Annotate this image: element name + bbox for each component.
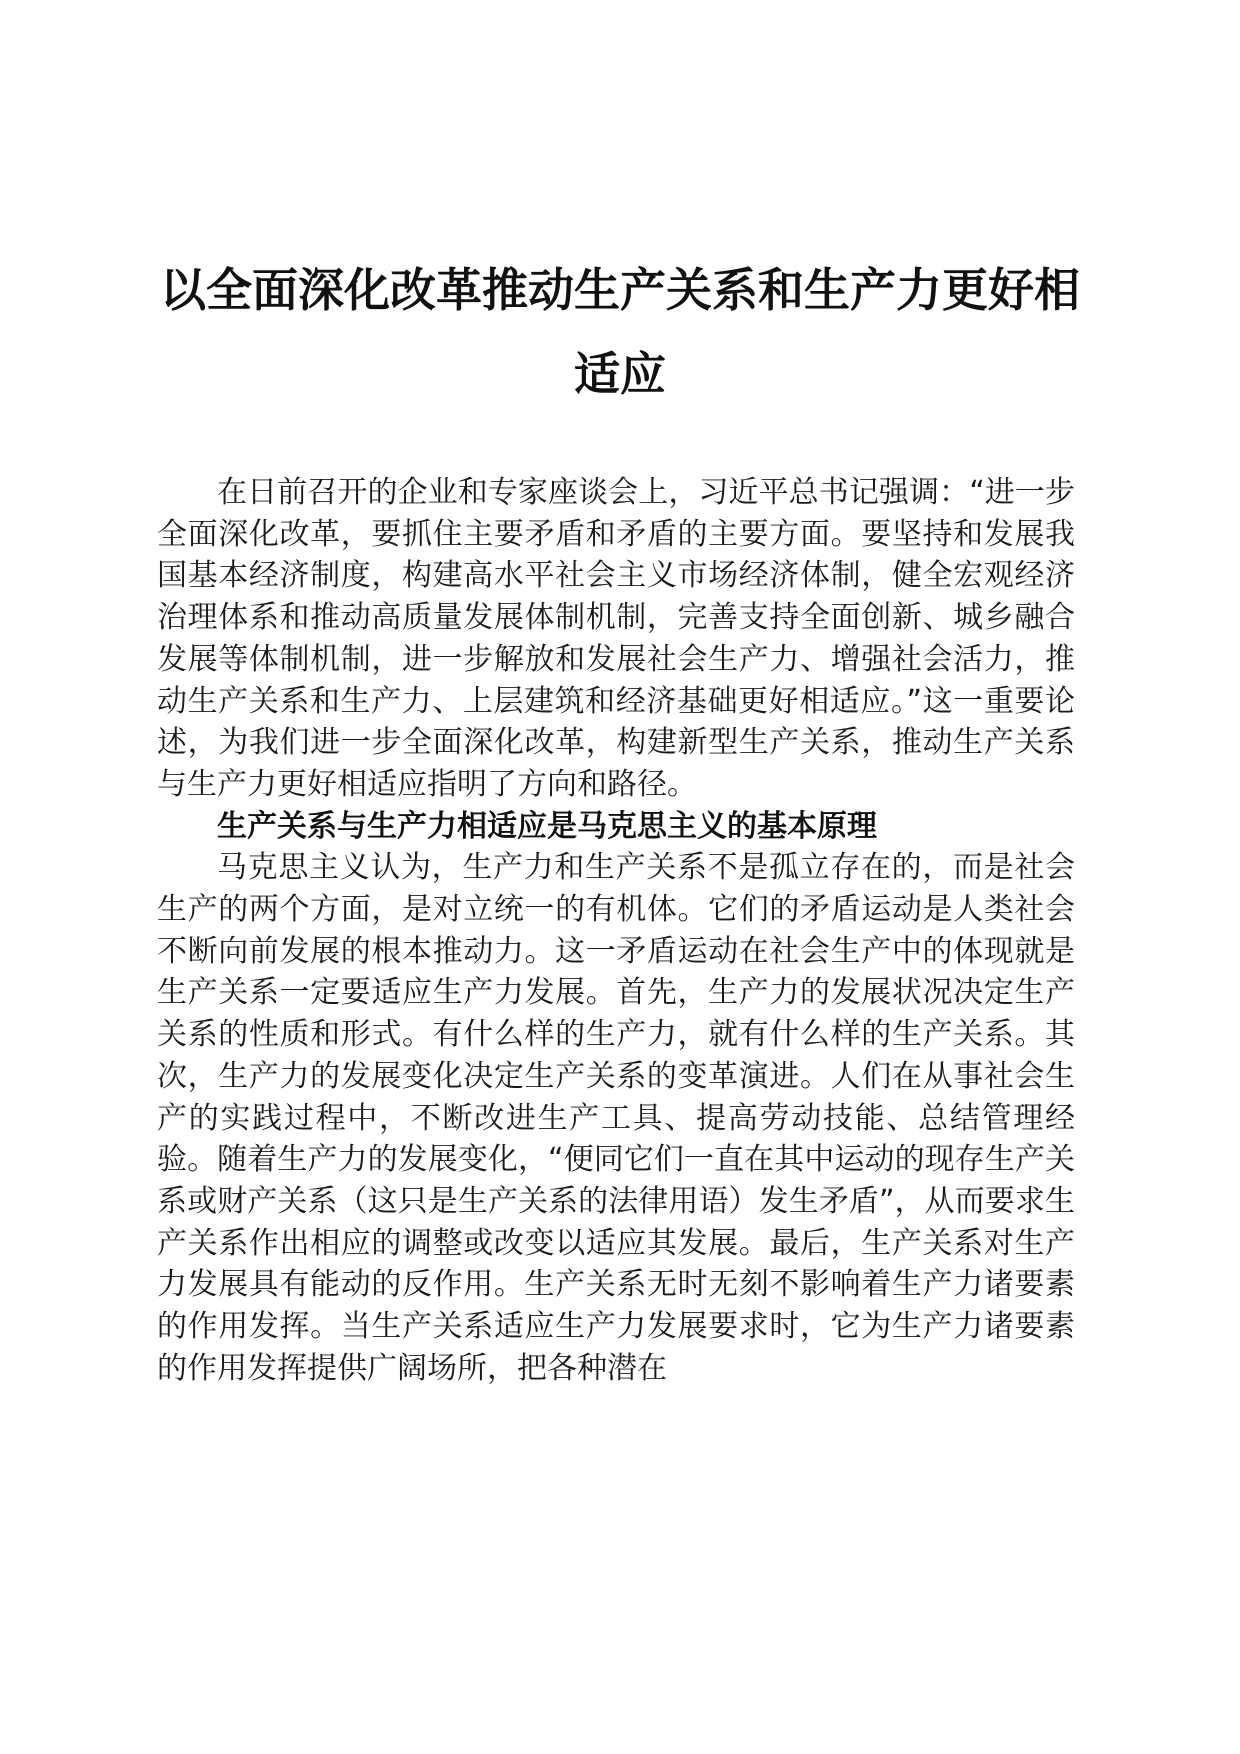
section-heading: 生产关系与生产力相适应是马克思主义的基本原理 xyxy=(217,808,877,844)
document-title: 以全面深化改革推动生产关系和生产力更好相适应 xyxy=(160,263,1080,401)
document-body xyxy=(157,472,1075,1389)
paragraph-intro: 在日前召开的企业和专家座谈会上，习近平总书记强调：“进一步全面深化改革，要抓住主要矛盾和矛盾的主要方面。要坚持和发展我国基本经济制度，构建高水平社会主义市场经济体制，健全宏观经济治理体系和推动高质量发展体制机制，完善支持全面创新、城乡融合发展等体制机制，进一步解放和发展社会生产力、增强社会活力，推动生产关系和生产力、上层建筑和经济基础更好相适应。”这一重要论述，为我们进一步全面深化改革，构建新型生产关系，推动生产关系与生产力更好相适应指明了方向和路径。 xyxy=(157,475,1075,802)
paragraph-principle: 马克思主义认为，生产力和生产关系不是孤立存在的，而是社会生产的两个方面，是对立统一的有机体。它们的矛盾运动是人类社会不断向前发展的根本推动力。这一矛盾运动在社会生产中的体现就是生产关系一定要适应生产力发展。首先，生产力的发展状况决定生产关系的性质和形式。有什么样的生产力，就有什么样的生产关系。其次，生产力的发展变化决定生产关系的变革演进。人们在从事社会生产的实践过程中，不断改进生产工具、提高劳动技能、总结管理经验。随着生产力的发展变化，“便同它们一直在其中运动的现存生产关系或财产关系（这只是生产关系的法律用语）发生矛盾”，从而要求生产关系作出相应的调整或改变以适应其发展。最后，生产关系对生产力发展具有能动的反作用。生产关系无时无刻不影响着生产力诸要素的作用发挥。当生产关系适应生产力发展要求时，它为生产力诸要素的作用发挥提供广阔场所，把各种潜在 xyxy=(157,850,1075,1386)
